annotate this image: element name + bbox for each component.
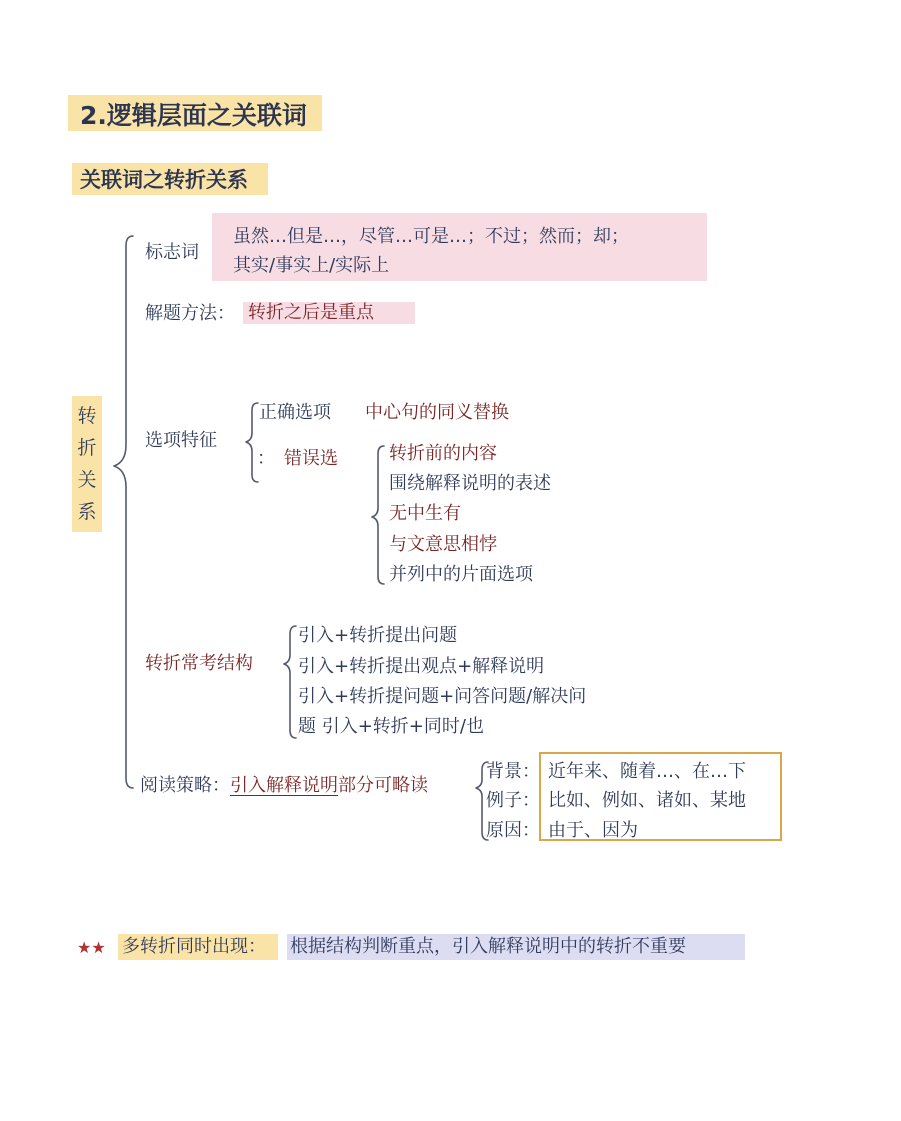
wrong-item: 无中生有	[389, 503, 461, 524]
reading-key: 原因：	[486, 820, 540, 841]
structures-bracket	[284, 626, 296, 738]
subtitle: 关联词之转折关系	[80, 168, 248, 192]
correct-option-label: 正确选项	[259, 402, 331, 423]
reading-key: 例子：	[486, 790, 540, 811]
reading-value-rest: 部分可略读	[338, 775, 428, 796]
structures-label: 转折常考结构	[145, 653, 253, 674]
wrong-item: 转折前的内容	[389, 443, 497, 464]
reading-label: 阅读策略：	[140, 775, 230, 796]
reading-value-underlined: 引入解释说明	[230, 775, 338, 796]
root-char: 转	[77, 405, 97, 427]
reading-value: 比如、例如、诸如、某地	[548, 790, 746, 811]
star-icon: ★★	[77, 938, 106, 957]
markers-label: 标志词	[145, 242, 199, 263]
structure-item: 题 引入+转折+同时/也	[298, 716, 484, 737]
reading-value: 近年来、随着…、在…下	[548, 761, 746, 782]
reading-line	[140, 773, 428, 799]
footer-label: 多转折同时出现：	[122, 936, 266, 957]
method-label: 解题方法：	[145, 303, 235, 324]
method-value: 转折之后是重点	[248, 302, 374, 323]
wrong-option-prefix: ：	[257, 448, 275, 469]
root-label	[72, 396, 102, 532]
reading-key: 背景：	[486, 761, 540, 782]
main-bracket	[114, 236, 133, 788]
wrong-option-label: 错误选	[284, 448, 338, 469]
structure-item: 引入+转折提出观点+解释说明	[298, 656, 545, 677]
wrong-item: 围绕解释说明的表述	[389, 473, 551, 494]
section-title: 2.逻辑层面之关联词	[80, 101, 307, 130]
wrong-item: 与文意思相悖	[389, 534, 497, 555]
root-char: 关	[77, 469, 97, 491]
structure-item: 引入+转折提问题+问答问题/解决问	[298, 686, 587, 707]
root-char: 系	[77, 501, 97, 523]
options-label: 选项特征	[145, 430, 217, 451]
footer-value: 根据结构判断重点，引入解释说明中的转折不重要	[290, 936, 686, 957]
wrong-item: 并列中的片面选项	[389, 564, 533, 585]
correct-option-value: 中心句的同义替换	[365, 402, 509, 423]
reading-value: 由于、因为	[548, 820, 638, 841]
root-char: 折	[77, 437, 97, 459]
markers-line-2: 其实/事实上/实际上	[233, 255, 390, 276]
structure-item: 引入+转折提出问题	[298, 625, 458, 646]
markers-line-1: 虽然…但是…，尽管…可是…；不过；然而；却；	[233, 226, 629, 247]
wrong-bracket	[372, 446, 384, 584]
